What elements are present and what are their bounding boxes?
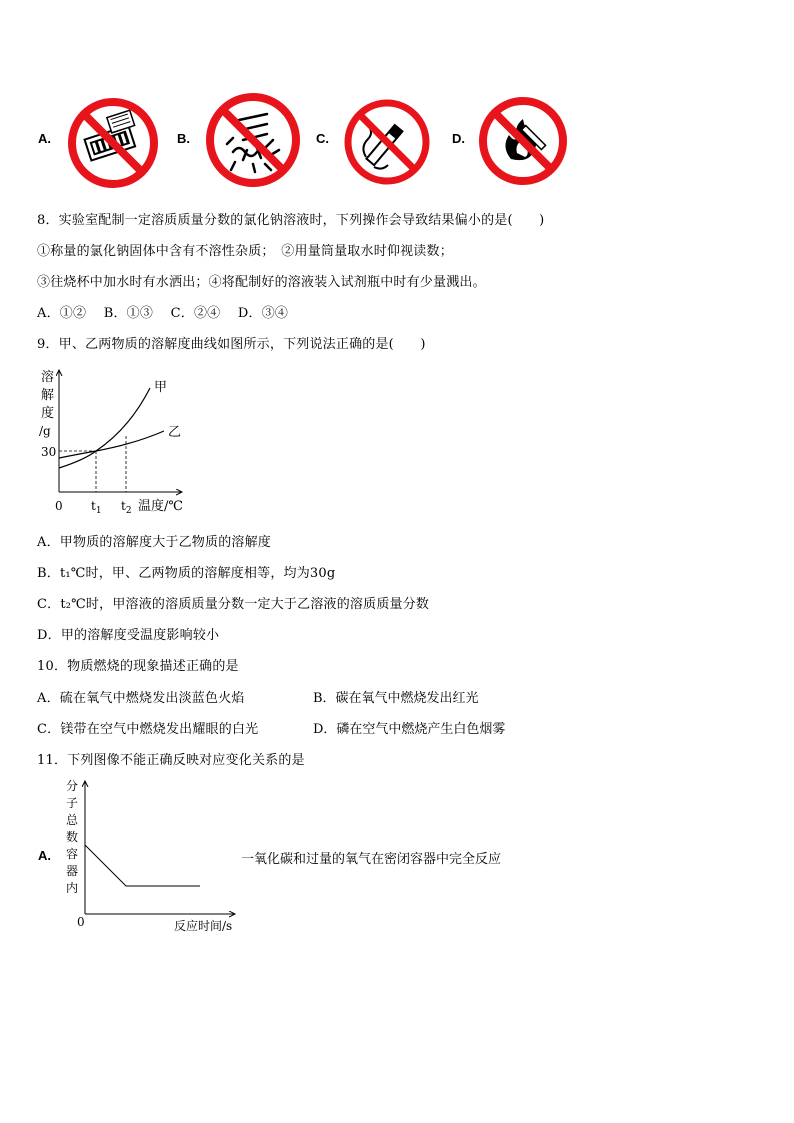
x-tick-t1: $t_1$ [91,499,102,516]
q10-stem: 10．物质燃烧的现象描述正确的是 [37,659,239,674]
q8-options: A．①② B．①③ C．②④ D．③④ [37,306,289,321]
option-a-letter: A. [38,131,51,146]
no-open-flame-sign-icon [477,95,569,187]
q10-option-c: C．镁带在空气中燃烧发出耀眼的白光 [37,722,259,737]
option-b-letter: B. [177,131,190,146]
series-jia-curve [59,388,150,468]
no-fireworks-sign-icon [203,90,303,190]
y-label-char-4: /g [39,424,51,438]
series-yi-curve [59,431,164,458]
y-label-char-1: 溶 [41,370,55,385]
y-label-char-1: 分 [66,779,79,793]
y-label-char-5: 容 [66,847,79,861]
q9-stem: 9．甲、乙两物质的溶解度曲线如图所示，下列说法正确的是( ) [37,337,426,352]
origin-label: 0 [55,499,63,513]
y-label-char-7: 内 [66,881,79,895]
x-axis-label: 反应时间/s [174,919,233,933]
y-label-char-6: 器 [66,864,79,878]
q8-statement-line-2: ③往烧杯中加水时有水洒出；④将配制好的溶液装入试剂瓶中时有少量溅出。 [37,275,486,290]
q11-stem: 11．下列图像不能正确反映对应变化关系的是 [37,753,305,768]
origin-label: 0 [77,915,85,929]
series-yi-label: 乙 [168,425,182,440]
option-c-letter: C. [316,131,329,146]
y-label-char-4: 数 [66,830,79,844]
molecule-count-line [85,845,200,886]
y-label-char-3: 度 [41,406,55,421]
y-label-char-3: 总 [66,813,79,827]
q9-option-c: C．t₂℃时，甲溶液的溶质质量分数一定大于乙溶液的溶质质量分数 [37,597,430,612]
q10-option-a: A．硫在氧气中燃烧发出淡蓝色火焰 [37,691,245,706]
q10-option-b: B．碳在氧气中燃烧发出红光 [313,691,479,706]
q11-option-a-letter: A. [38,848,51,863]
solubility-curve-chart [34,364,194,522]
option-d-letter: D. [452,131,465,146]
q9-option-b: B．t₁℃时，甲、乙两物质的溶解度相等，均为30g [37,566,336,581]
x-tick-t2: $t_2$ [121,499,132,516]
x-axis-label: 温度/℃ [138,499,183,514]
q10-option-d: D．磷在空气中燃烧产生白色烟雾 [313,722,506,737]
y-tick-30: 30 [41,445,57,459]
series-jia-label: 甲 [154,380,168,395]
q9-option-d: D．甲的溶解度受温度影响较小 [37,628,220,643]
q9-option-a: A．甲物质的溶解度大于乙物质的溶解度 [37,535,271,550]
no-smoking-sign-icon [342,97,432,187]
q8-statement-line-1: ①称量的氯化钠固体中含有不溶性杂质； ②用量筒量取水时仰视读数； [37,244,453,259]
molecule-count-chart [60,775,245,937]
y-label-char-2: 解 [41,388,55,403]
q11-option-a-text: 一氧化碳和过量的氧气在密闭容器中完全反应 [241,852,502,867]
y-label-char-2: 子 [66,796,79,810]
q8-stem: 8．实验室配制一定溶质质量分数的氯化钠溶液时，下列操作会导致结果偏小的是( ) [37,213,545,228]
no-matches-sign-icon [66,96,160,190]
